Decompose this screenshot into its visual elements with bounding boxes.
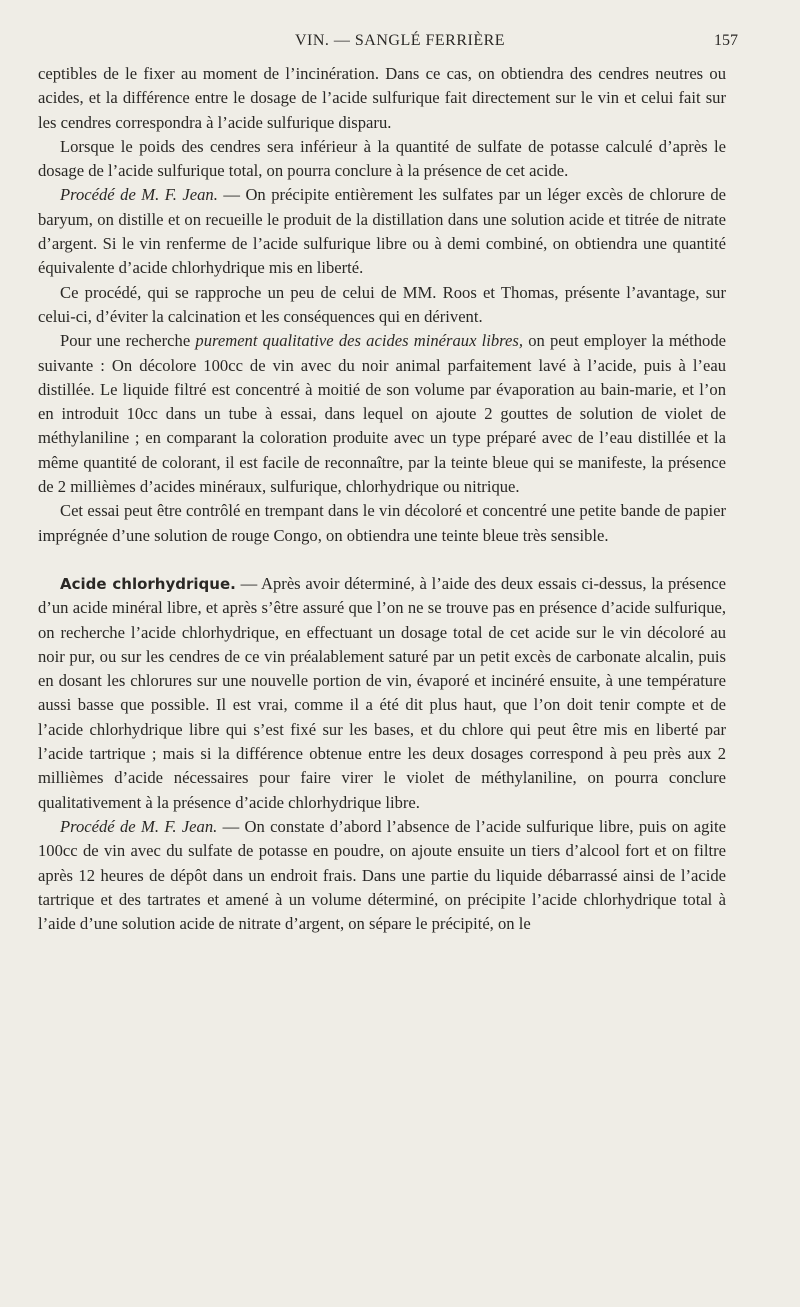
procedure-label: Procédé de M. F. Jean. [60,816,218,836]
paragraph-ash-weight: Lorsque le poids des cendres sera inférieur à la quantité de sulfate de potasse calculé d’après le dosage de l’acide sulfurique total, on pourra conclure à la présence de cet acide. [38,136,726,181]
page-number: 157 [714,32,738,49]
paragraph-qualitative-test: Pour une recherche purement qualitative des acides minéraux libres, on peut employer la méthode suivante : On décolore 100cc de vin avec du noir animal parfaitement lavé à l’acide, puis à l’eau distillée. Le liquide filtré est concentré à moitié de son volume par évaporation au bain-marie, et l’on en introduit 10cc dans un tube à essai, dans lequel on ajoute 2 gouttes de solution de violet de méthylaniline ; en comparant la coloration produite avec un type préparé avec de l’eau distillée et la même quantité de colorant, il est facile de reconnaître, par la teinte bleue qui se manifeste, la présence de 2 millièmes d’acides minéraux, sulfurique, chlorhydrique ou nitrique. [38,331,726,497]
page-body [38,62,726,936]
page-header [0,32,800,54]
procedure-label: Procédé de M. F. Jean. [60,185,218,205]
emphasis-text: purement qualitative des acides minéraux libres, [195,331,523,351]
running-title: VIN. — SANGLÉ FERRIÈRE [294,32,506,49]
paragraph-continuation: ceptibles de le fixer au moment de l’incinération. Dans ce cas, on obtiendra des cendres neutres ou acides, et la différence entre le dosage de l’acide sulfurique fait directement sur le vin et celui fait sur les cendres correspondra à l’acide sulfurique disparu. [38,64,726,132]
paragraph-procede-jean-sulfuric: Procédé de M. F. Jean. — On précipite entièrement les sulfates par un léger excès de chlorure de baryum, on distille et on recueille le produit de la distillation dans une solution acide et titrée de nitrate d’argent. Si le vin renferme de l’acide sulfurique libre ou à demi combiné, on obtiendra une quantité équivalente d’acide chlorhydrique mis en liberté. [38,185,726,278]
paragraph-congo-red: Cet essai peut être contrôlé en trempant dans le vin décoloré et concentré une petite bande de papier imprégnée d’une solution de rouge Congo, on obtiendra une teinte bleue très sensible. [38,501,726,545]
paragraph-hydrochloric-acid: Acide chlorhydrique. — Après avoir déterminé, à l’aide des deux essais ci-dessus, la présence d’un acide minéral libre, et après s’être assuré que l’on ne se trouve pas en présence d’acide sulfurique, on recherche l’acide chlorhydrique, en effectuant un dosage total de cet acide sur le vin décoloré au noir pur, ou sur les cendres de ce vin préalablement saturé par un petit excès de carbonate alcalin, puis en dosant les chlorures sur une nouvelle portion de vin, évaporé et incinéré ensuite, à une température aussi basse que possible. Il est vrai, comme il a été dit plus haut, que l’on doit tenir compte et de l’acide chlorhydrique libre qui s’est fixé sur les bases, et du chlore qui peut être mis en liberté par l’acide tartrique ; mais si la différence obtenue entre les deux dosages correspond à peu près aux 2 millièmes d’acide nécessaires pour faire virer le violet de méthylaniline, on pourra conclure qualitativement à la présence d’acide chlorhydrique libre. [38,573,726,812]
section-heading: Acide chlorhydrique. [60,574,236,593]
paragraph-roos-thomas: Ce procédé, qui se rapproche un peu de celui de MM. Roos et Thomas, présente l’avantage, sur celui-ci, d’éviter la calcination et les conséquences qui en dérivent. [38,282,726,326]
paragraph-procede-jean-hydrochloric: Procédé de M. F. Jean. — On constate d’abord l’absence de l’acide sulfurique libre, puis on agite 100cc de vin avec du sulfate de potasse en poudre, on ajoute ensuite un tiers d’alcool fort et on filtre après 12 heures de dépôt dans un endroit frais. Dans une partie du liquide débarrassé ainsi de l’acide tartrique et des tartrates et amené à un volume déterminé, on précipite l’acide chlorhydrique total à l’aide d’une solution acide de nitrate d’argent, on sépare le précipité, on le [38,816,726,934]
